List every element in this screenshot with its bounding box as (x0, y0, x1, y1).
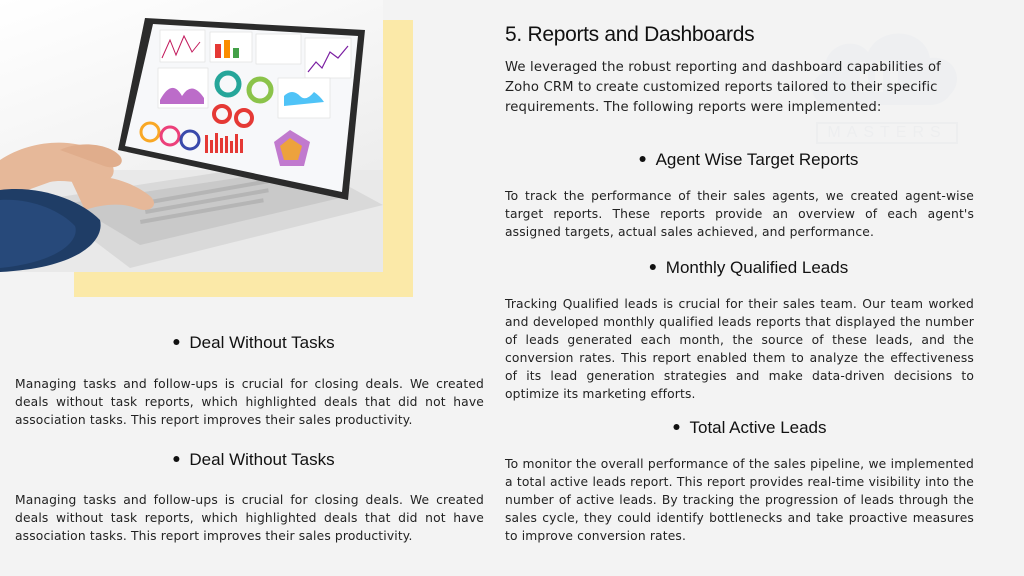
heading-monthly-qualified-leads: Monthly Qualified Leads (650, 258, 848, 278)
section-title: 5. Reports and Dashboards (505, 23, 755, 46)
body-deal-without-tasks-2: Managing tasks and follow-ups is crucial for closing deals. We created deals without task reports, which highlighted deals that did not have association tasks. This report improves their sales productivity. (15, 493, 484, 543)
watermark-text: MASTERS (816, 122, 958, 144)
body-total-active-leads: To monitor the overall performance of the sales pipeline, we implemented a total active leads report. This report provides real-time visibility into the number of active leads. By tracking the progression of leads through the sales cycle, they could identify bottlenecks and take proactive measures to improve conversion rates. (505, 457, 974, 543)
heading-deal-without-tasks-1: Deal Without Tasks (173, 333, 334, 353)
heading-agent-wise-target-reports: Agent Wise Target Reports (640, 150, 859, 170)
body-agent-wise-target-reports: To track the performance of their sales agents, we created agent-wise target reports. These reports provide an overview of each agent's assigned targets, actual sales achieved, and performance. (505, 189, 974, 239)
section-intro: We leveraged the robust reporting and dashboard capabilities of Zoho CRM to create customized reports tailored to their specific requirements. The following reports were implemented: (505, 60, 941, 115)
laptop-dashboard-photo (0, 0, 383, 272)
heading-deal-without-tasks-2: Deal Without Tasks (173, 450, 334, 470)
body-deal-without-tasks-1: Managing tasks and follow-ups is crucial for closing deals. We created deals without task reports, which highlighted deals that did not have association tasks. This report improves their sales productivity. (15, 377, 484, 427)
body-monthly-qualified-leads: Tracking Qualified leads is crucial for their sales team. Our team worked and developed monthly qualified leads reports that displayed the number of leads generated each month, the source of these leads, and the conversion rates. This report enabled them to analyze the effectiveness of its lead generation strategies and make data-driven decisions to optimize its marketing efforts. (505, 297, 974, 401)
heading-total-active-leads: Total Active Leads (673, 418, 826, 438)
